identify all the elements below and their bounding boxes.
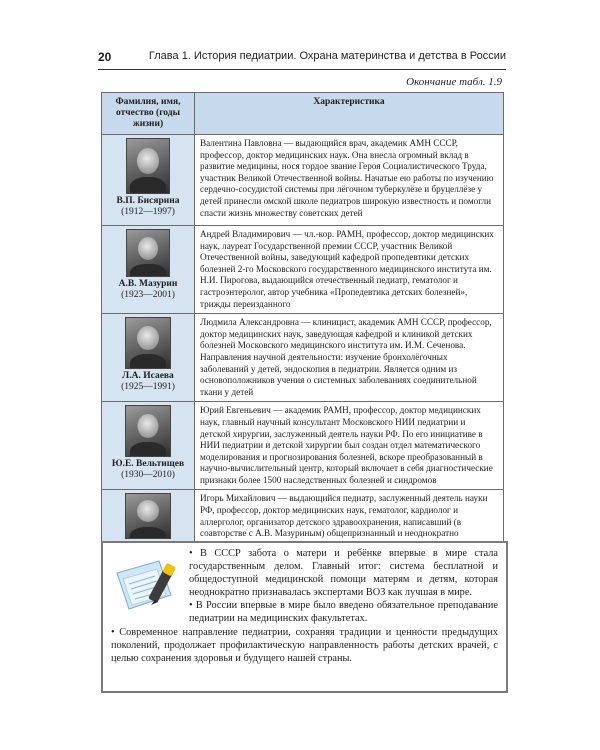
- person-years: (1930—2010): [121, 470, 175, 481]
- column-header-description: Характеристика: [195, 93, 504, 135]
- person-name: Л.А. Исаева: [122, 371, 174, 382]
- biographies-table: [101, 92, 504, 566]
- description-cell: Игорь Михайлович — выдающийся педиатр, заслуженный деятель науки РФ, профессор, доктор медицинских наук, гематолог, кардиолог и аллерголог, организатор детского здравоохранения, написавший (в соавторстве с А.В. Мазуриным) общепризнанный и неоднократно: [195, 490, 504, 566]
- running-title: Глава 1. История педиатрии. Охрана материнства и детства в России: [148, 50, 506, 62]
- summary-text: [111, 547, 498, 665]
- table-row: [102, 314, 504, 402]
- summary-box: [101, 541, 508, 693]
- summary-paragraph: • Современное направление педиатрии, сохраняя традиции и ценности предыдущих поколений, продолжает профилактическую направленность работы детских врачей, с целью сохранения здоровья и будущего нашей страны.: [111, 626, 498, 664]
- description-cell: Юрий Евгеньевич — академик РАМН, профессор, доктор медицинских наук, главный научный консультант Московского НИИ педиатрии и детской хирургии, заслуженный деятель науки РФ. По его инициативе в НИИ педиатрии и детской хирургии был создан отдел математического моделирования и прогнозирования болезней, вскоре преобразованный в научно-вычислительный центр, который включает в себя диагностические признаки более 1500 наследственных болезней и синдромов: [195, 402, 504, 490]
- table-row: [102, 226, 504, 314]
- name-cell: [102, 402, 195, 490]
- description-cell: Андрей Владимирович — чл.-кор. РАМН, профессор, доктор медицинских наук, лауреат Государственной премии СССР, участник Великой Отечественной войны, заведующий кафедрой пропедевтики детских болезней 2-го Московского государственного медицинского института им. Н.И. Пирогова, выдающийся отечественный педиатр, гематолог и гастроэнтеролог, автор учебника «Пропедевтика детских болезней», трижды переизданного: [195, 226, 504, 314]
- person-name: Ю.Е. Вельтищев: [111, 459, 185, 470]
- summary-paragraph: • В СССР забота о матери и ребёнке впервые в мире стала государственным делом. Главный итог: система бесплатной и общедоступной медицинской помощи матерям и детям, которая неоднократно признавалась экспертами ВОЗ как лучшая в мире.: [189, 548, 498, 599]
- person-years: (1925—1991): [121, 382, 175, 393]
- table-row: [102, 135, 504, 226]
- table-continuation-label: Окончание табл. 1.9: [406, 76, 502, 88]
- portrait-photo: [125, 405, 171, 457]
- description-cell: Людмила Александровна — клиницист, академик АМН СССР, профессор, доктор медицинских наук, заведующая кафедрой и клиникой детских болезней Московского медицинского института им. И.М. Сеченова. Направления научной деятельности: изучение бронхолёгочных заболеваний у детей, эндоскопия в педиатрии. Является одним из основоположников учения о системных заболеваниях соединительной ткани у детей: [195, 314, 504, 402]
- name-cell: [102, 135, 195, 226]
- portrait-photo: [126, 138, 170, 194]
- table-row: [102, 402, 504, 490]
- portrait-photo: [125, 493, 171, 539]
- person-name: В.П. Бисярина: [116, 196, 180, 206]
- name-cell: [102, 314, 195, 402]
- page-number: 20: [98, 50, 112, 64]
- person-years: (1912—1997): [121, 207, 175, 217]
- page-header: [98, 50, 506, 68]
- name-cell: [102, 226, 195, 314]
- description-cell: Валентина Павловна — выдающийся врач, академик АМН СССР, профессор, доктор медицинских наук. Она внесла огромный вклад в развитие медицины, нося гордое звание Героя Социалистического Труда, участник Великой Отечественной войны. Начатые ею работы по изучению сердечно-сосудистой системы при лёгочном туберкулёзе и бруцеллёзе у детей принесли омской школе педиатров широкую известность и помогли спасти жизнь множеству советских детей: [195, 135, 504, 226]
- portrait-photo: [126, 229, 170, 277]
- column-header-name: Фамилия, имя, отчество (годы жизни): [102, 93, 195, 135]
- header-rule: [98, 69, 506, 70]
- person-years: (1923—2001): [121, 290, 175, 300]
- person-name: А.В. Мазурин: [118, 279, 178, 289]
- portrait-photo: [125, 317, 171, 369]
- summary-paragraph: • В России впервые в мире было введено обязательное преподавание педиатрии на медицинских факультетах.: [189, 600, 498, 625]
